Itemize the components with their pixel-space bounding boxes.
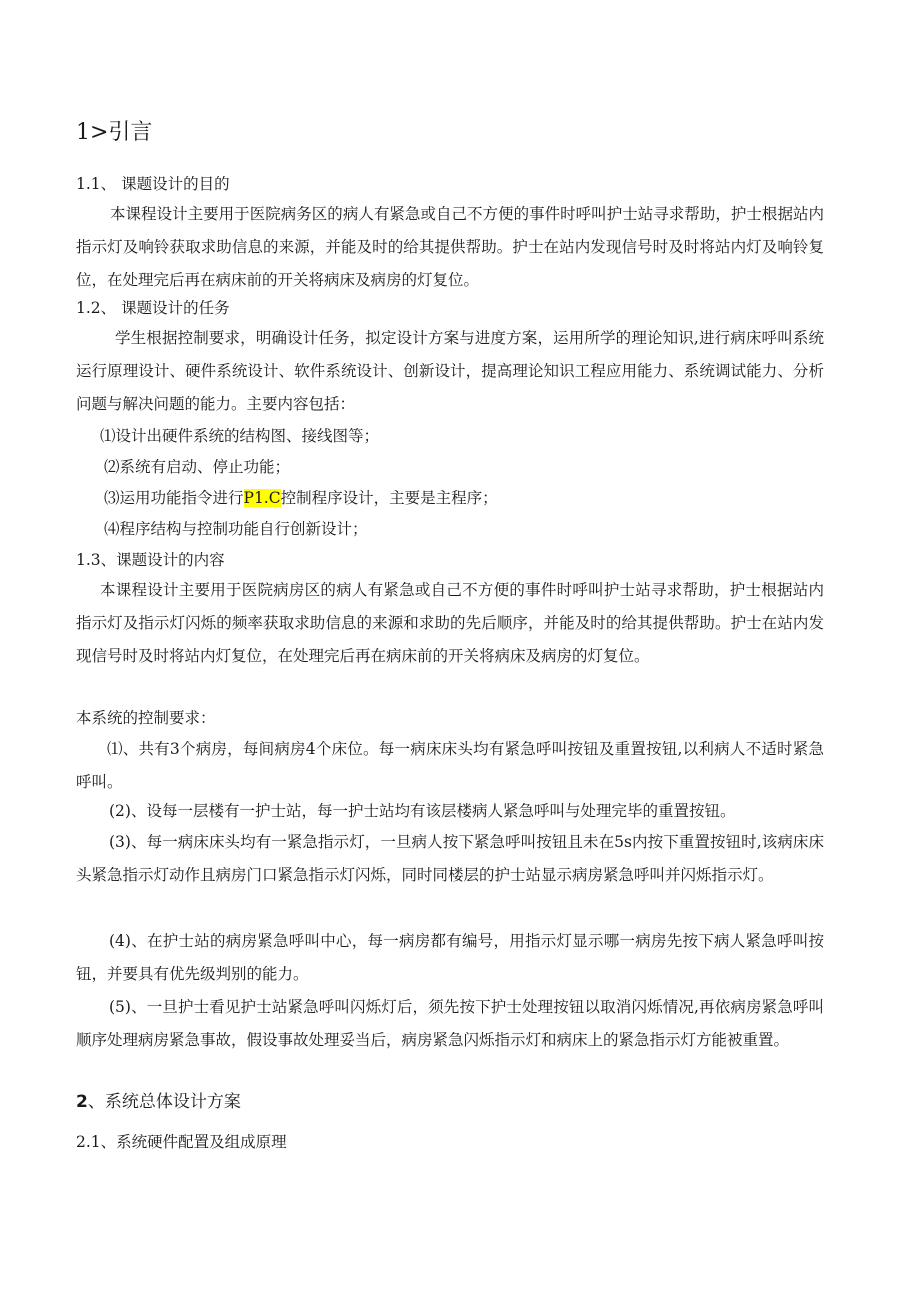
control-requirements-title: 本系统的控制要求： [76, 709, 216, 727]
task-item-1: ⑴设计出硬件系统的结构图、接线图等； [100, 427, 380, 445]
section-1-2-title: 1.2、 课题设计的任务 [76, 299, 230, 317]
section-2-1-title: 2.1、系统硬件配置及组成原理 [76, 1133, 287, 1151]
heading-1: 1>引言 [76, 120, 153, 145]
requirement-4: (4)、在护士站的病房紧急呼叫中心，每一病房都有编号，用指示灯显示哪一病房先按下病人紧急呼叫按钮，并要具有优先级判别的能力。 [76, 932, 824, 983]
section-1-1-paragraph: 本课程设计主要用于医院病务区的病人有紧急或自己不方便的事件时呼叫护士站寻求帮助，护士根据站内指示灯及响铃获取求助信息的来源，并能及时的给其提供帮助。护士在站内发现信号时及时将站内灯及响铃复位，在处理完后再在病床前的开关将病床及病房的灯复位。 [76, 205, 824, 289]
task-item-2: ⑵系统有启动、停止功能； [104, 458, 291, 476]
requirement-1: ⑴、共有3个病房，每间病房4个床位。每一病床床头均有紧急呼叫按钮及重置按钮,以利病人不适时紧急呼叫。 [76, 740, 824, 791]
task-item-4: ⑷程序结构与控制功能自行创新设计； [104, 520, 368, 538]
heading-2 [76, 1090, 241, 1114]
requirement-5: (5)、一旦护士看见护士站紧急呼叫闪烁灯后，须先按下护士处理按钮以取消闪烁情况,再依病房紧急呼叫顺序处理病房紧急事故，假设事故处理妥当后，病房紧急闪烁指示灯和病床上的紧急指示灯方能被重置。 [76, 998, 824, 1049]
highlighted-text: P1.C [243, 489, 281, 507]
task-item-3-prefix: ⑶运用功能指令进行 [104, 489, 244, 507]
heading-2-number: 2 [76, 1092, 88, 1112]
task-item-3-suffix: 控制程序设计，主要是主程序； [280, 489, 498, 507]
task-item-3 [104, 487, 498, 509]
section-1-3-paragraph: 本课程设计主要用于医院病房区的病人有紧急或自己不方便的事件时呼叫护士站寻求帮助，护士根据站内指示灯及指示灯闪烁的频率获取求助信息的来源和求助的先后顺序，并能及时的给其提供帮助。护士在站内发现信号时及时将站内灯复位，在处理完后再在病床前的开关将病床及病房的灯复位。 [76, 581, 824, 665]
section-1-3-title: 1.3、课题设计的内容 [76, 551, 225, 569]
requirement-3: (3)、每一病床床头均有一紧急指示灯，一旦病人按下紧急呼叫按钮且未在5s内按下重置按钮时,该病床床头紧急指示灯动作且病房门口紧急指示灯闪烁，同时同楼层的护士站显示病房紧急呼叫并闪烁指示灯。 [76, 833, 824, 884]
section-1-1-title: 1.1、 课题设计的目的 [76, 175, 230, 193]
section-1-2-paragraph: 学生根据控制要求，明确设计任务，拟定设计方案与进度方案，运用所学的理论知识,进行病床呼叫系统运行原理设计、硬件系统设计、软件系统设计、创新设计，提高理论知识工程应用能力、系统调试能力、分析问题与解决问题的能力。主要内容包括： [76, 329, 824, 413]
requirement-2: (2)、设每一层楼有一护士站，每一护士站均有该层楼病人紧急呼叫与处理完毕的重置按钮。 [109, 802, 736, 820]
heading-2-text: 、系统总体设计方案 [87, 1092, 241, 1112]
